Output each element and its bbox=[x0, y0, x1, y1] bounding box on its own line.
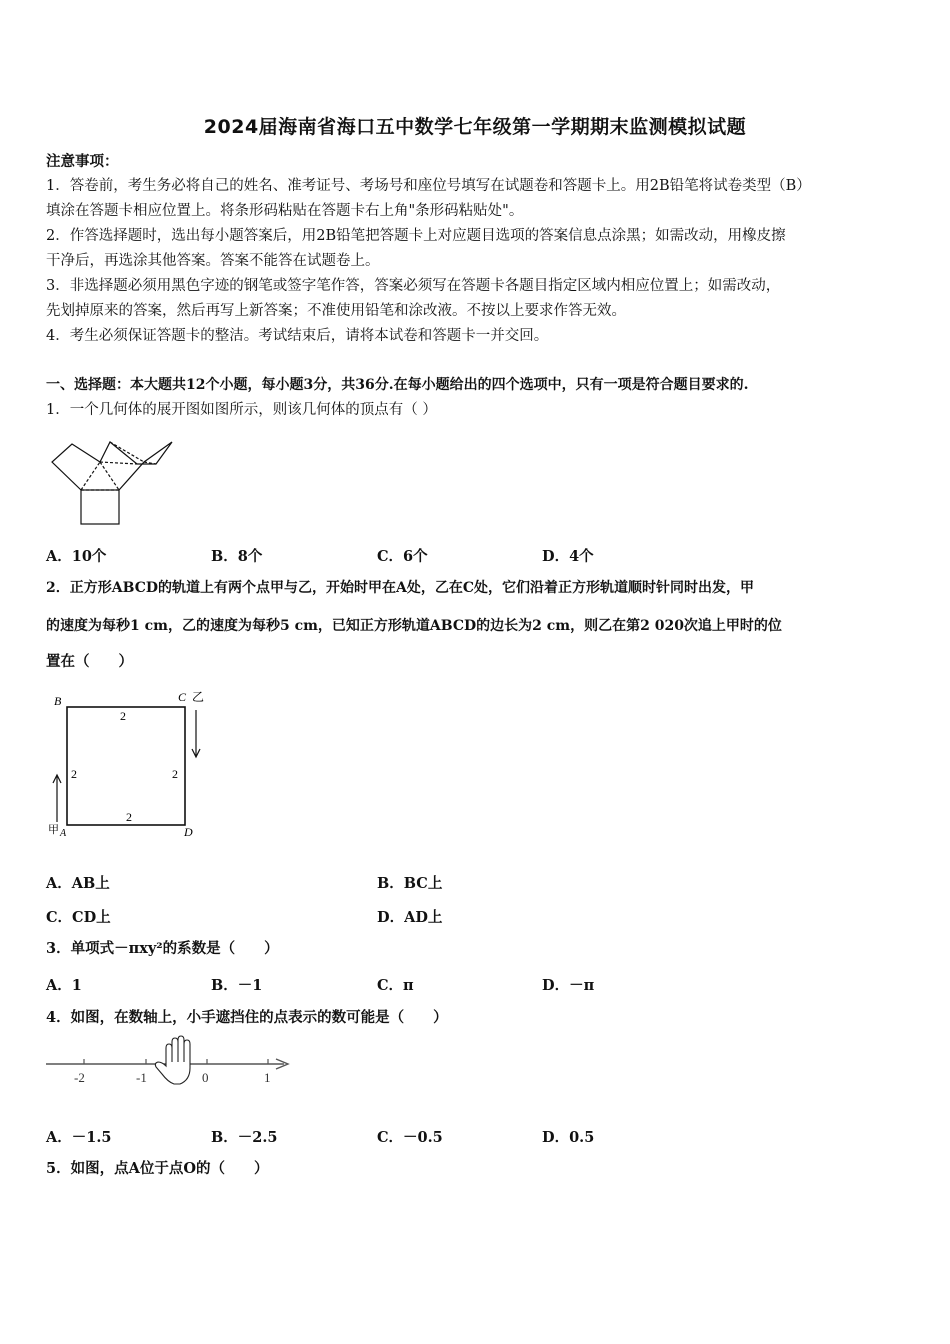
net-right-panel bbox=[119, 442, 172, 490]
q1-option-c[interactable]: C．6个 bbox=[377, 548, 428, 565]
side-label-bottom: 2 bbox=[126, 810, 132, 824]
net-square bbox=[81, 490, 119, 524]
arrow-up-icon bbox=[53, 775, 61, 822]
notice-line: 干净后，再选涂其他答案。答案不能答在试题卷上。 bbox=[46, 253, 380, 269]
notice-line: 先划掉原来的答案，然后再写上新答案；不准使用铅笔和涂改液。不按以上要求作答无效。 bbox=[46, 303, 626, 319]
side-label-right: 2 bbox=[172, 767, 178, 781]
net-left-panel bbox=[52, 444, 100, 490]
q2-option-a[interactable]: A．AB上 bbox=[46, 875, 110, 892]
q4-option-b[interactable]: B．－2.5 bbox=[211, 1129, 278, 1146]
q1-option-b[interactable]: B．8个 bbox=[211, 548, 263, 565]
q2-option-c[interactable]: C．CD上 bbox=[46, 909, 111, 926]
label-b: B bbox=[54, 694, 62, 708]
q4-option-d[interactable]: D．0.5 bbox=[542, 1129, 595, 1146]
question-3-stem: 3．单项式－πxy²的系数是（ ） bbox=[46, 940, 279, 957]
axis-label-neg1: -1 bbox=[136, 1070, 147, 1085]
axis-label-0: 0 bbox=[202, 1070, 209, 1085]
question-2-line3: 置在（ ） bbox=[46, 653, 133, 670]
notice-line: 填涂在答题卡相应位置上。将条形码粘贴在答题卡右上角"条形码粘贴处"。 bbox=[46, 203, 524, 219]
label-yi: 乙 bbox=[192, 690, 205, 704]
notice-heading: 注意事项： bbox=[46, 153, 119, 170]
question-4-stem: 4．如图，在数轴上，小手遮挡住的点表示的数可能是（ ） bbox=[46, 1009, 448, 1026]
q3-option-b[interactable]: B．－1 bbox=[211, 977, 263, 994]
page-title: 2024届海南省海口五中数学七年级第一学期期末监测模拟试题 bbox=[203, 116, 747, 138]
q2-option-b[interactable]: B．BC上 bbox=[377, 875, 443, 892]
q4-option-c[interactable]: C．－0.5 bbox=[377, 1129, 443, 1146]
label-a: A bbox=[60, 828, 67, 838]
q3-option-c[interactable]: C．π bbox=[377, 977, 414, 994]
q2-option-d[interactable]: D．AD上 bbox=[377, 909, 443, 926]
q3-option-a[interactable]: A．1 bbox=[46, 977, 82, 994]
side-label-left: 2 bbox=[71, 767, 77, 781]
axis-label-1: 1 bbox=[264, 1070, 271, 1085]
notice-line: 1．答卷前，考生务必将自己的姓名、准考证号、考场号和座位号填写在试题卷和答题卡上。用2B铅笔将试卷类型（B） bbox=[46, 178, 811, 194]
q1-net-figure bbox=[44, 434, 184, 530]
q2-square-track-figure bbox=[44, 686, 224, 838]
side-label-top: 2 bbox=[120, 709, 126, 723]
section-heading: 一、选择题：本大题共12个小题，每小题3分，共36分.在每小题给出的四个选项中，只有一项是符合题目要求的. bbox=[46, 377, 749, 393]
question-2-line1: 2．正方形ABCD的轨道上有两个点甲与乙，开始时甲在A处，乙在C处，它们沿着正方形轨道顺时针同时出发，甲 bbox=[46, 580, 754, 596]
net-top-triangle bbox=[100, 442, 137, 464]
arrow-down-icon bbox=[192, 710, 200, 757]
notice-line: 2．作答选择题时，选出每小题答案后，用2B铅笔把答题卡上对应题目选项的答案信息点涂黑；如需改动，用橡皮擦 bbox=[46, 228, 786, 244]
label-d: D bbox=[184, 825, 193, 838]
label-c: C bbox=[178, 690, 187, 704]
label-jia: 甲 bbox=[48, 824, 59, 836]
question-2-line2: 的速度为每秒1 cm，乙的速度为每秒5 cm，已知正方形轨道ABCD的边长为2 cm，则乙在第2 020次追上甲时的位 bbox=[46, 618, 782, 634]
question-5-stem: 5．如图，点A位于点O的（ ） bbox=[46, 1160, 269, 1177]
q3-option-d[interactable]: D．－π bbox=[542, 977, 595, 994]
q4-option-a[interactable]: A．－1.5 bbox=[46, 1129, 112, 1146]
axis-label-neg2: -2 bbox=[74, 1070, 85, 1085]
q1-option-a[interactable]: A．10个 bbox=[46, 548, 107, 565]
q1-option-d[interactable]: D．4个 bbox=[542, 548, 594, 565]
notice-line: 3．非选择题必须用黑色字迹的钢笔或签字笔作答，答案必须写在答题卡各题目指定区域内相应位置上；如需改动， bbox=[46, 278, 781, 294]
track-square bbox=[67, 707, 185, 825]
q4-number-line-figure bbox=[44, 1034, 294, 1090]
notice-line: 4．考生必须保证答题卡的整洁。考试结束后，请将本试卷和答题卡一并交回。 bbox=[46, 328, 549, 344]
question-1-stem: 1．一个几何体的展开图如图所示，则该几何体的顶点有（ ） bbox=[46, 402, 437, 418]
hand-icon bbox=[155, 1036, 190, 1084]
